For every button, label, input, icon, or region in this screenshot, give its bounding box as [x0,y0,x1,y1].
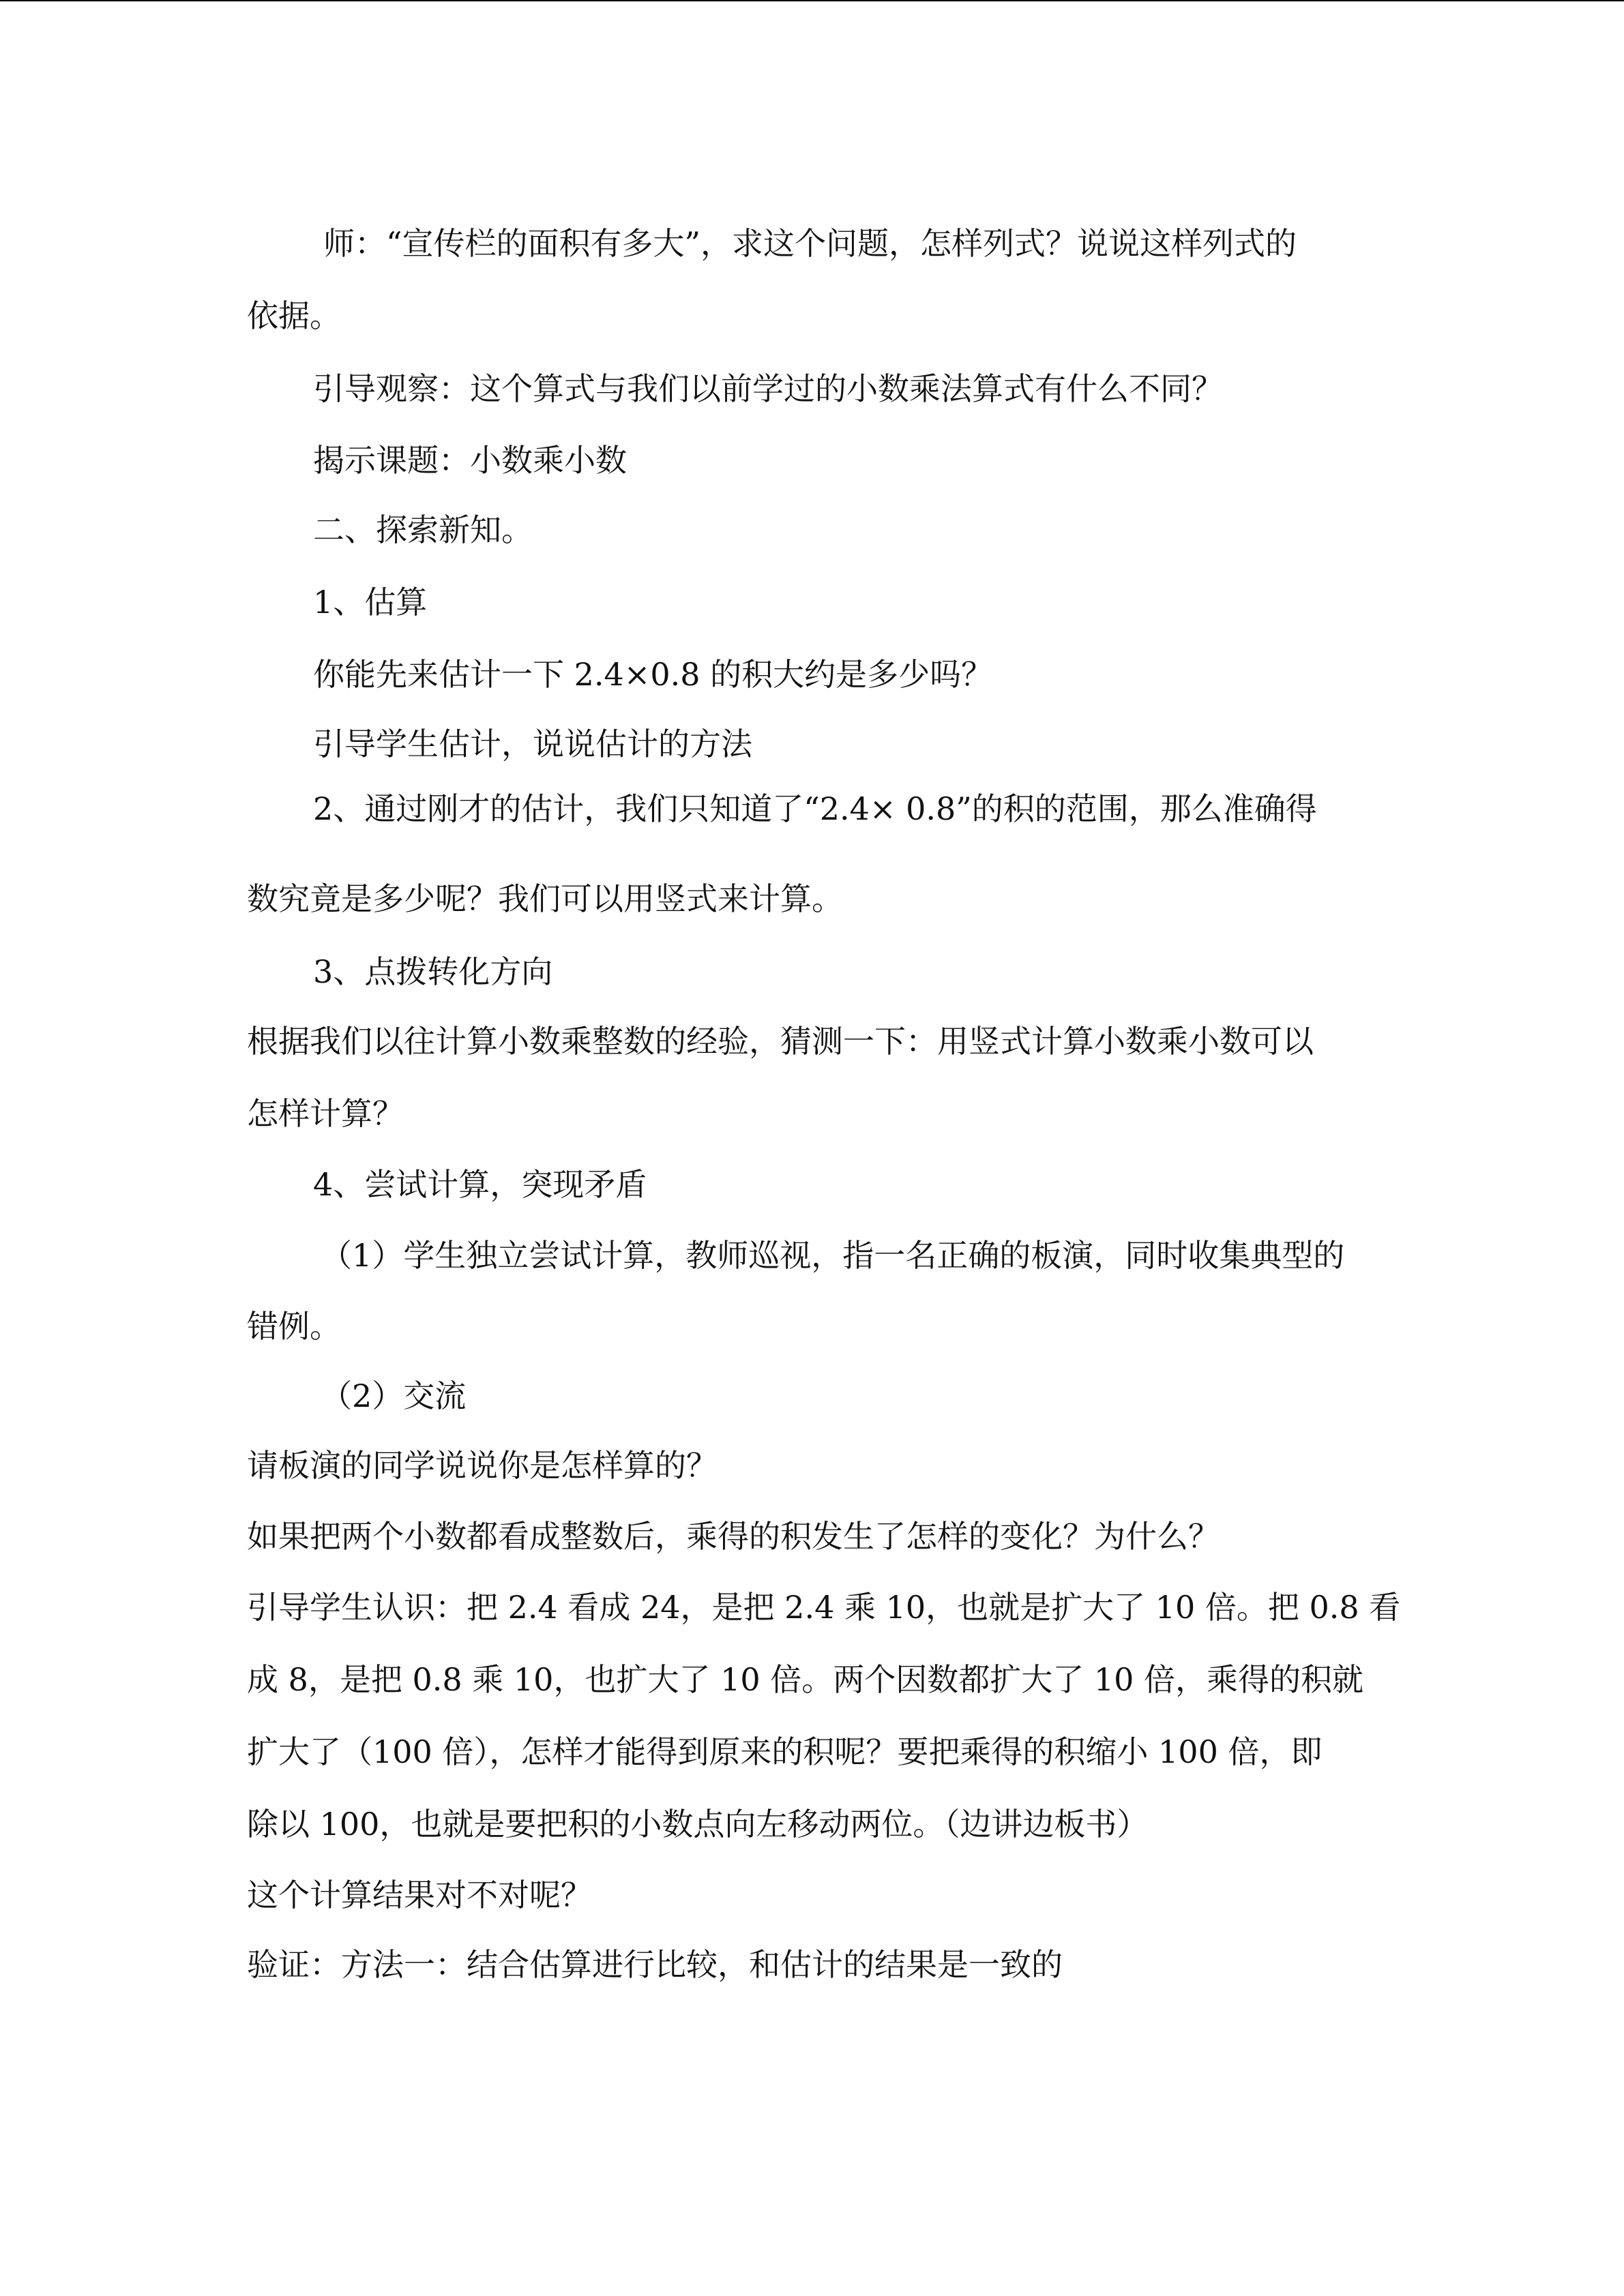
paragraph-line: 师：“宣传栏的面积有多大”，求这个问题，怎样列式？说说这样列式的 [323,225,1297,262]
paragraph-line: 依据。 [247,297,341,334]
paragraph-line: 除以 100，也就是要把积的小数点向左移动两位。（边讲边板书） [247,1806,1149,1843]
paragraph-line: 4、尝试计算，突现矛盾 [313,1166,647,1203]
paragraph-line: 引导学生估计，说说估计的方法 [313,726,752,762]
paragraph-line: 3、点拨转化方向 [313,953,553,990]
section-heading: 二、探索新知。 [313,511,533,548]
paragraph-line: 根据我们以往计算小数乘整数的经验，猜测一下：用竖式计算小数乘小数可以 [247,1023,1314,1060]
paragraph-line: （1）学生独立尝试计算，教师巡视，指一名正确的板演，同时收集典型的 [321,1237,1345,1274]
paragraph-line: 扩大了（100 倍），怎样才能得到原来的积呢？要把乘得的积缩小 100 倍，即 [247,1733,1323,1770]
paragraph-line: 成 8，是把 0.8 乘 10，也扩大了 10 倍。两个因数都扩大了 10 倍，乘得的积就 [247,1661,1363,1698]
paragraph-line: 你能先来估计一下 2.4×0.8 的积大约是多少吗？ [313,656,993,693]
paragraph-line: 错例。 [247,1308,341,1345]
paragraph-line: 数究竟是多少呢？我们可以用竖式来计算。 [247,880,843,917]
paragraph-line: 怎样计算？ [247,1095,404,1132]
paragraph-line: 引导观察：这个算式与我们以前学过的小数乘法算式有什么不同？ [313,370,1223,407]
paragraph-line: 如果把两个小数都看成整数后，乘得的积发生了怎样的变化？为什么？ [247,1518,1220,1555]
paragraph-line: 1、估算 [313,584,428,621]
paragraph-line: 揭示课题：小数乘小数 [313,442,627,479]
paragraph-line: 这个计算结果对不对呢？ [247,1877,592,1913]
paragraph-line: 2、通过刚才的估计，我们只知道了“2.4× 0.8”的积的范围，那么准确得 [313,790,1317,827]
paragraph-line: （2）交流 [321,1377,467,1414]
paragraph-line: 引导学生认识：把 2.4 看成 24，是把 2.4 乘 10，也就是扩大了 10 倍。把 0.8 看 [247,1589,1401,1626]
paragraph-line: 验证：方法一：结合估算进行比较，和估计的结果是一致的 [247,1946,1063,1983]
paragraph-line: 请板演的同学说说你是怎样算的？ [247,1447,718,1484]
